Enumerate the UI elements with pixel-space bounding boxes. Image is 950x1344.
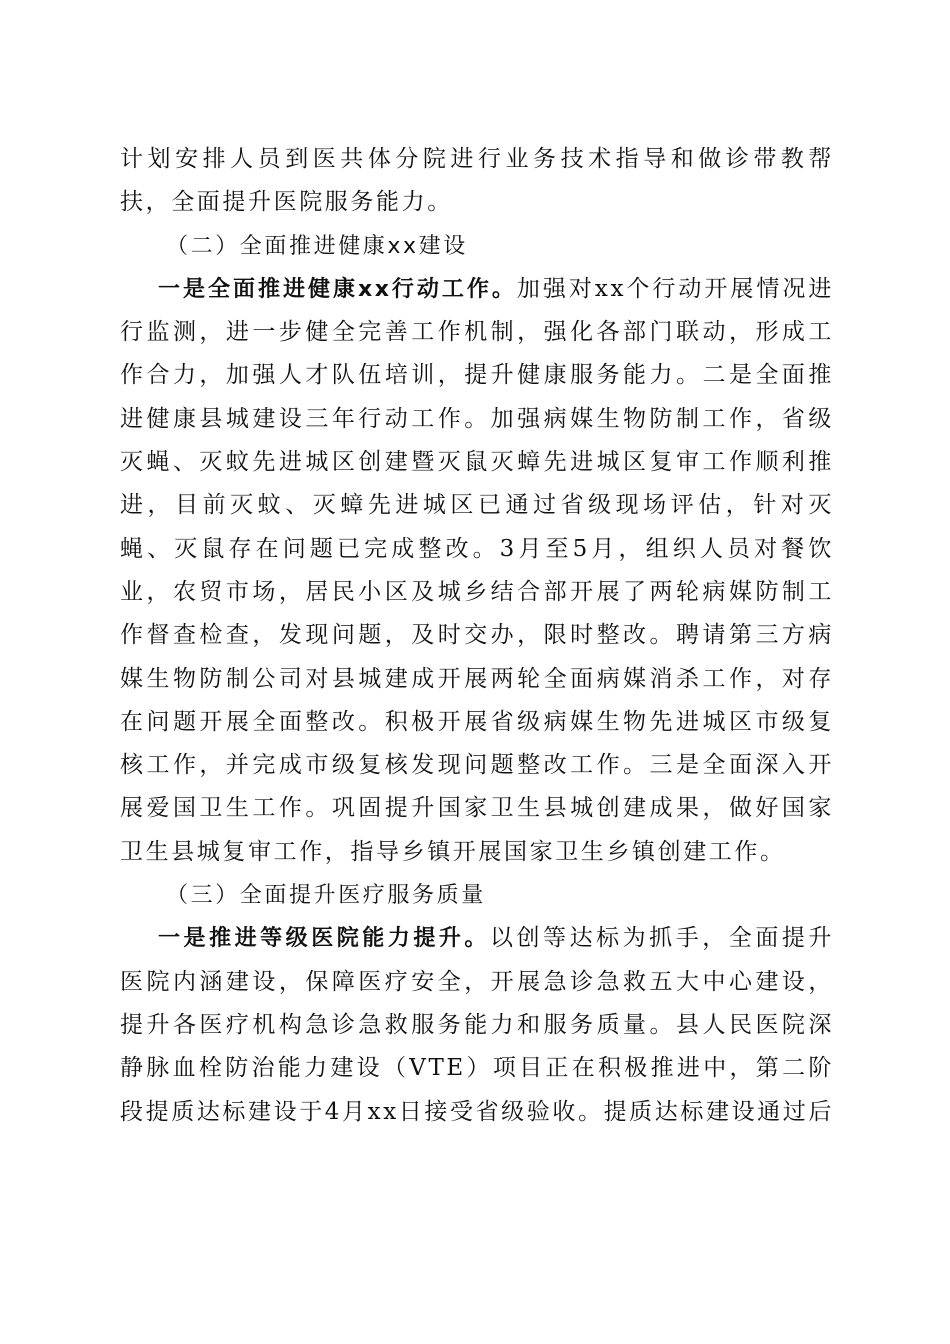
paragraph-health-construction bbox=[120, 268, 834, 874]
paragraph-text: 加强对xx个行动开展情况进行监测，进一步健全完善工作机制，强化各部门联动，形成工作合力，加强人才队伍培训，提升健康服务能力。二是全面推进健康县城建设三年行动工作。加强病媒生物防制工作，省级灭蝇、灭蚊先进城区创建暨灭鼠灭蟑先进城区复审工作顺利推进，目前灭蚊、灭蟑先进城区已通过省级现场评估，针对灭蝇、灭鼠存在问题已完成整改。3月至5月，组织人员对餐饮业，农贸市场，居民小区及城乡结合部开展了两轮病媒防制工作督查检查，发现问题，及时交办，限时整改。聘请第三方病媒生物防制公司对县城建成开展两轮全面病媒消杀工作，对存在问题开展全面整改。积极开展省级病媒生物先进城区市级复核工作，并完成市级复核发现问题整改工作。三是全面深入开展爱国卫生工作。巩固提升国家卫生县城创建成果，做好国家卫生县城复审工作，指导乡镇开展国家卫生乡镇创建工作。 bbox=[120, 275, 834, 865]
section-heading-2 bbox=[120, 225, 834, 268]
paragraph-lead: 一是全面推进健康xx行动工作。 bbox=[158, 276, 517, 302]
paragraph-lead: 一是推进等级医院能力提升。 bbox=[158, 926, 490, 952]
document-body bbox=[120, 138, 834, 1134]
section-heading-text: （三）全面提升医疗服务质量 bbox=[166, 883, 486, 909]
paragraph-text: 计划安排人员到医共体分院进行业务技术指导和做诊带教帮扶，全面提升医院服务能力。 bbox=[120, 146, 834, 216]
section-heading-3 bbox=[120, 874, 834, 917]
paragraph-continuation bbox=[120, 138, 834, 225]
paragraph-text: 以创等达标为抓手，全面提升医院内涵建设，保障医疗安全，开展急诊急救五大中心建设，提升各医疗机构急诊急救服务能力和服务质量。县人民医院深静脉血栓防治能力建设（VTE）项目正在积极推进中，第二阶段提质达标建设于4月xx日接受省级验收。提质达标建设通过后 bbox=[120, 925, 834, 1125]
section-heading-text: （二）全面推进健康xx建设 bbox=[166, 233, 468, 259]
paragraph-medical-quality bbox=[120, 917, 834, 1133]
